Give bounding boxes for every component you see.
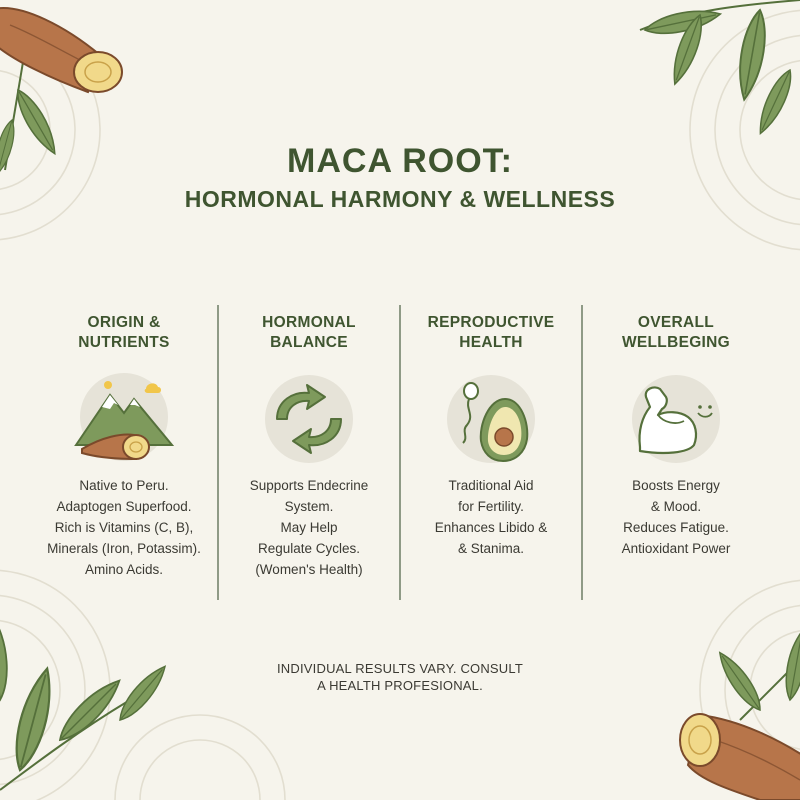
column-text: Native to Peru. Adaptogen Superfood. Rich is Vitamins (C, B), Minerals (Iron, Potassim). Amino Acids. (47, 478, 201, 577)
disclaimer: INDIVIDUAL RESULTS VARY. CONSULT A HEALTH PROFESIONAL. (277, 661, 523, 693)
mountain-maca-root-icon (72, 367, 176, 471)
column-text: Traditional Aid for Fertility. Enhances Libido & & Stanima. (434, 478, 548, 556)
column-hormonal-balance (218, 305, 400, 600)
column-origin-nutrients (30, 305, 218, 600)
benefit-columns (30, 305, 770, 600)
top-left-maca-root (0, 8, 122, 92)
flexed-arm-icon (624, 367, 728, 471)
sperm-avocado-icon (439, 367, 543, 471)
column-heading: REPRODUCTIVE HEALTH (427, 314, 555, 351)
column-reproductive-health (400, 305, 582, 600)
column-text: Supports Endecrine System. May Help Regulate Cycles. (Women's Health) (249, 478, 369, 577)
column-heading: HORMONAL BALANCE (262, 314, 356, 351)
column-overall-wellbeing (582, 305, 770, 600)
page-title: MACA ROOT: (287, 142, 513, 180)
page-subtitle: HORMONAL HARMONY & WELLNESS (184, 186, 616, 212)
column-heading: OVERALL WELLBEGING (621, 314, 731, 351)
bottom-left-leaves (0, 615, 171, 790)
column-text: Boosts Energy & Mood. Reduces Fatigue. Antioxidant Power (621, 478, 731, 556)
column-heading: ORIGIN & NUTRIENTS (78, 314, 170, 351)
bottom-right-maca-root (680, 714, 800, 800)
recycle-arrows-icon (257, 367, 361, 471)
